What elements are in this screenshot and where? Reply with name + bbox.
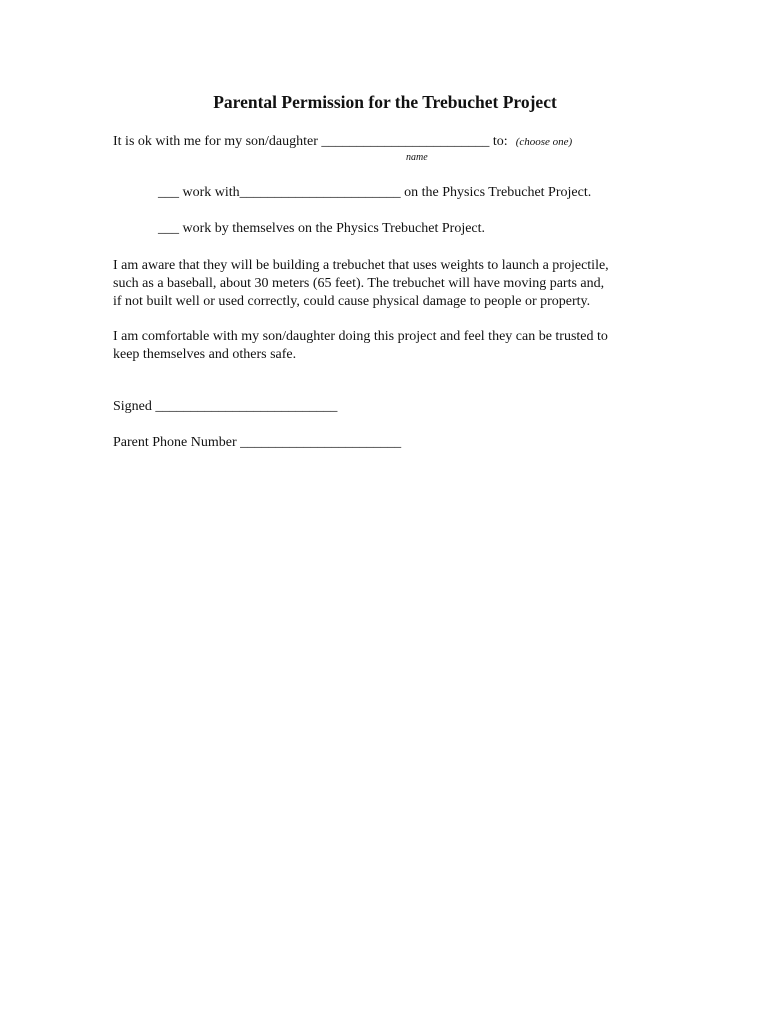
option-work-with: ___ work with_______________________ on the Physics Trebuchet Project.: [158, 185, 592, 200]
document-title: Parental Permission for the Trebuchet Project: [213, 92, 557, 112]
parent-phone-line: Parent Phone Number _______________________: [113, 435, 402, 450]
intro-line: [113, 134, 572, 150]
awareness-line-2: such as a baseball, about 30 meters (65 feet). The trebuchet will have moving parts and,: [113, 276, 605, 291]
intro-text: It is ok with me for my son/daughter ________________________ to:: [113, 134, 508, 149]
signed-line: Signed __________________________: [113, 399, 338, 414]
awareness-paragraph: [113, 257, 673, 311]
option-work-alone: ___ work by themselves on the Physics Trebuchet Project.: [158, 221, 486, 236]
awareness-line-3: if not built well or used correctly, could cause physical damage to people or property.: [113, 294, 591, 309]
name-caption: name: [406, 152, 428, 163]
comfort-line-2: keep themselves and others safe.: [113, 347, 297, 362]
comfort-line-1: I am comfortable with my son/daughter doing this project and feel they can be trusted to: [113, 329, 608, 344]
comfort-paragraph: [113, 328, 673, 364]
awareness-line-1: I am aware that they will be building a trebuchet that uses weights to launch a projectile,: [113, 258, 609, 273]
choose-one-note: (choose one): [515, 136, 573, 148]
